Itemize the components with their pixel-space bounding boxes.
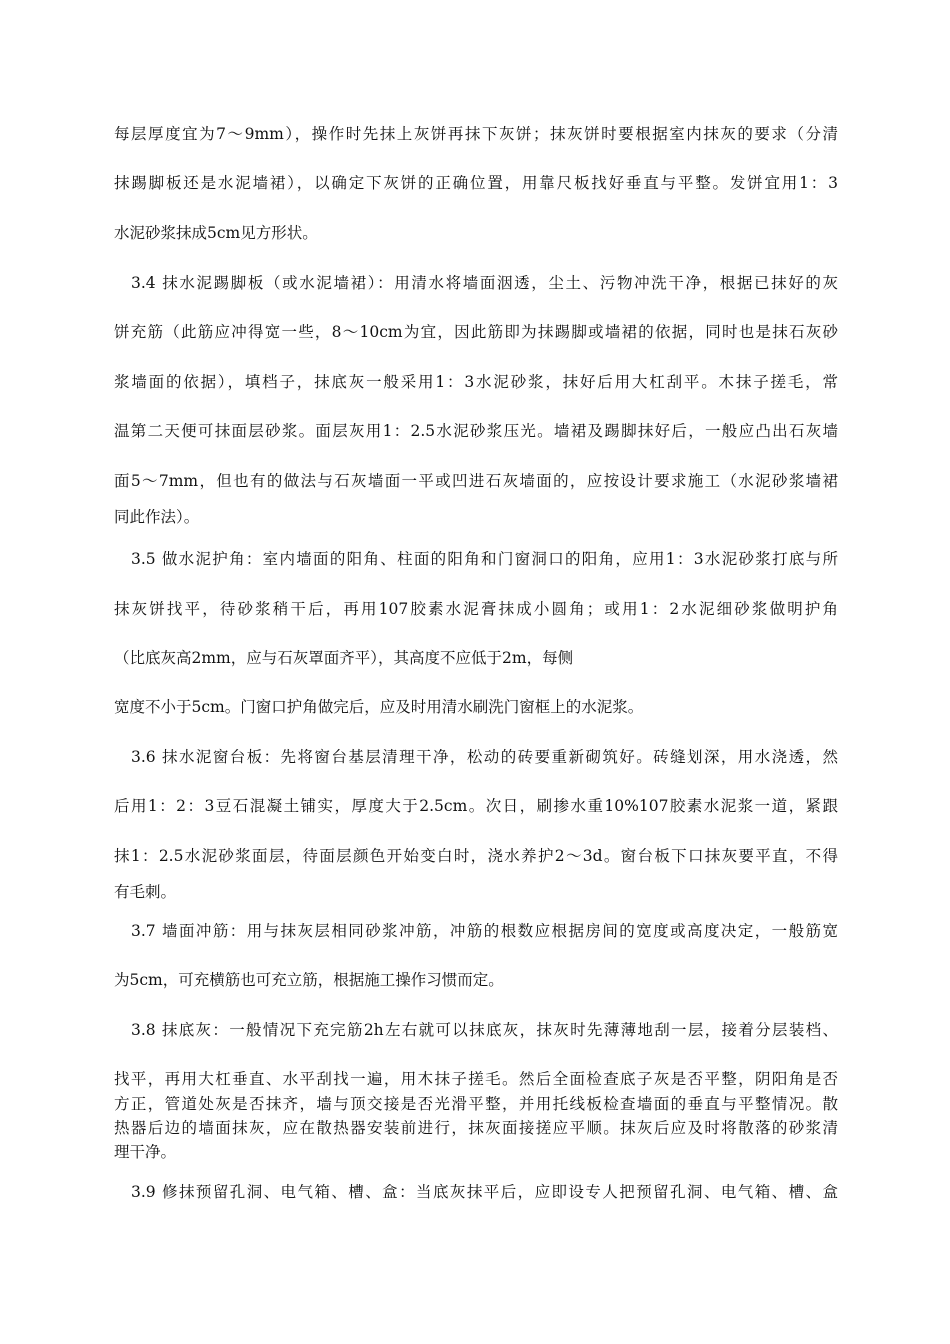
paragraph-start-3-7: 3.7 墙面冲筋：用与抹灰层相同砂浆冲筋，冲筋的根数应根据房间的宽度或高度决定，一般筋宽: [131, 922, 838, 940]
text-line: 每层厚度宜为7～9mm），操作时先抹上灰饼再抹下灰饼；抹灰饼时要根据室内抹灰的要求（分清: [114, 125, 838, 143]
paragraph-start-3-5: 3.5 做水泥护角：室内墙面的阳角、柱面的阳角和门窗洞口的阳角，应用1：3水泥砂浆打底与所: [131, 550, 838, 568]
text-line: 找平，再用大杠垂直、水平刮找一遍，用木抹子搓毛。然后全面检查底子灰是否平整，阴阳角是否: [114, 1070, 838, 1088]
text-line: 宽度不小于5cm。门窗口护角做完后，应及时用清水刷洗门窗框上的水泥浆。: [114, 698, 644, 716]
text-line: 理干净。: [114, 1143, 177, 1161]
paragraph-start-3-4: 3.4 抹水泥踢脚板（或水泥墙裙）：用清水将墙面洇透，尘土、污物冲洗干净，根据已抹好的灰: [131, 274, 838, 292]
text-line: 热器后边的墙面抹灰，应在散热器安装前进行，抹灰面接搓应平顺。抹灰后应及时将散落的砂浆清: [114, 1119, 838, 1137]
text-line: 为5cm，可充横筋也可充立筋，根据施工操作习惯而定。: [114, 971, 504, 989]
text-line: 抹1：2.5水泥砂浆面层，待面层颜色开始变白时，浇水养护2～3d。窗台板下口抹灰要平直，不得: [114, 847, 838, 865]
text-line: 面5～7mm，但也有的做法与石灰墙面一平或凹进石灰墙面的，应按设计要求施工（水泥砂浆墙裙: [114, 472, 838, 490]
text-line: 水泥砂浆抹成5cm见方形状。: [114, 224, 318, 242]
text-line: 同此作法）。: [114, 508, 200, 526]
text-line: 抹灰饼找平，待砂浆稍干后，再用107胶素水泥膏抹成小圆角；或用1：2水泥细砂浆做明护角: [114, 600, 838, 618]
text-line: 抹踢脚板还是水泥墙裙），以确定下灰饼的正确位置，用靠尺板找好垂直与平整。发饼宜用1：3: [114, 174, 838, 192]
text-line: 浆墙面的依据），填档子，抹底灰一般采用1：3水泥砂浆，抹好后用大杠刮平。木抹子搓毛，常: [114, 373, 838, 391]
text-line: 有毛刺。: [114, 883, 177, 901]
paragraph-start-3-8: 3.8 抹底灰：一般情况下充完筋2h左右就可以抹底灰，抹灰时先薄薄地刮一层，接着分层装档、: [131, 1021, 838, 1039]
text-line: （比底灰高2mm，应与石灰罩面齐平），其高度不应低于2m，每侧: [114, 649, 574, 667]
paragraph-start-3-9: 3.9 修抹预留孔洞、电气箱、槽、盒：当底灰抹平后，应即设专人把预留孔洞、电气箱、槽、盒: [131, 1183, 838, 1201]
text-line: 方正，管道处灰是否抹齐，墙与顶交接是否光滑平整，并用托线板检查墙面的垂直与平整情况。散: [114, 1095, 838, 1113]
text-line: 温第二天便可抹面层砂浆。面层灰用1：2.5水泥砂浆压光。墙裙及踢脚抹好后，一般应凸出石灰墙: [114, 422, 838, 440]
text-line: 饼充筋（此筋应冲得宽一些，8～10cm为宜，因此筋即为抹踢脚或墙裙的依据，同时也是抹石灰砂: [114, 323, 838, 341]
text-line: 后用1：2：3豆石混凝土铺实，厚度大于2.5cm。次日，刷掺水重10%107胶素水泥浆一道，紧跟: [114, 797, 838, 815]
paragraph-start-3-6: 3.6 抹水泥窗台板：先将窗台基层清理干净，松动的砖要重新砌筑好。砖缝划深，用水浇透，然: [131, 748, 838, 766]
